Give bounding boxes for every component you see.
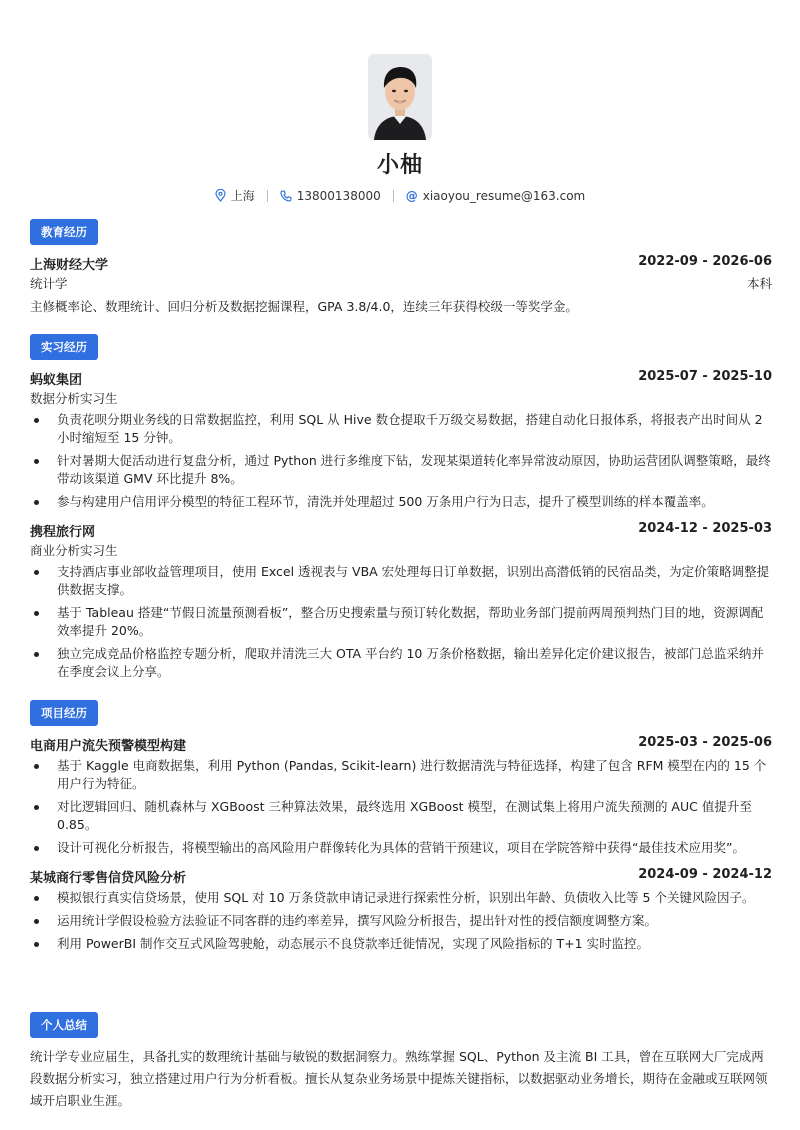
section-title-education: 教育经历 [30,219,98,245]
project-dates: 2025-03 - 2025-06 [638,735,772,750]
project-entry [30,735,772,857]
education-description: 主修概率论、数理统计、回归分析及数据挖掘课程，GPA 3.8/4.0，连续三年获得校级一等奖学金。 [30,299,578,314]
project-name: 某城商行零售信贷风险分析 [30,871,187,886]
education-subheader [30,274,772,292]
phone-text: 13800138000 [296,188,381,203]
profile-photo [368,54,432,140]
internship-dates: 2024-12 - 2025-03 [638,521,772,536]
education-dates: 2022-09 - 2026-06 [638,254,772,269]
candidate-name: 小柚 [376,153,423,178]
internship-header [30,369,772,388]
project-entry [30,867,772,953]
project-name: 电商用户流失预警模型构建 [30,739,187,754]
contact-info [0,187,800,204]
internship-section [30,334,772,691]
internship-bullets [30,411,772,511]
phone-item [268,189,393,203]
project-bullets [30,889,772,953]
list-item: 针对暑期大促活动进行复盘分析，通过 Python 进行多维度下钻，发现某渠道转化率异常波动原因，协助运营团队调整策略，最终带动该渠道 GMV 环比提升 8%。 [30,452,772,488]
education-section [30,219,772,318]
email-text[interactable]: xiaoyou_resume@163.com [422,188,586,203]
list-item: 参与构建用户信用评分模型的特征工程环节，清洗并处理超过 500 万条用户行为日志，提升了模型训练的样本覆盖率。 [30,493,772,511]
profile-header [0,54,800,204]
phone-icon [280,190,292,202]
location-pin-icon [215,189,226,202]
internship-role: 数据分析实习生 [30,391,118,406]
section-title-summary: 个人总结 [30,1012,98,1038]
list-item: 设计可视化分析报告，将模型输出的高风险用户群像转化为具体的营销干预建议，项目在学院答辩中获得“最佳技术应用奖”。 [30,839,772,857]
list-item: 对比逻辑回归、随机森林与 XGBoost 三种算法效果，最终选用 XGBoost 模型，在测试集上将用户流失预测的 AUC 值提升至 0.85。 [30,798,772,834]
company-name: 携程旅行网 [30,525,96,540]
list-item: 模拟银行真实信贷场景，使用 SQL 对 10 万条贷款申请记录进行探索性分析，识别出年龄、负债收入比等 5 个关键风险因子。 [30,889,772,907]
internship-entry [30,521,772,681]
list-item: 支持酒店事业部收益管理项目，使用 Excel 透视表与 VBA 宏处理每日订单数据，识别出高潜低销的民宿品类，为定价策略调整提供数据支撑。 [30,563,772,599]
company-name: 蚂蚁集团 [30,373,83,388]
school-name: 上海财经大学 [30,258,109,273]
internship-role-row [30,541,772,559]
list-item: 负责花呗分期业务线的日常数据监控，利用 SQL 从 Hive 数仓提取千万级交易数据，搭建自动化日报体系，将报表产出时间从 2 小时缩短至 15 分钟。 [30,411,772,447]
location-text: 上海 [230,189,255,203]
internship-entry [30,369,772,511]
internship-role-row [30,389,772,407]
list-item: 独立完成竞品价格监控专题分析，爬取并清洗三大 OTA 平台约 10 万条价格数据，输出差异化定价建议报告，被部门总监采纳并在季度会议上分享。 [30,645,772,681]
section-title-project: 项目经历 [30,700,98,726]
project-bullets [30,757,772,857]
education-header [30,254,772,273]
email-item[interactable] [394,189,598,203]
degree: 本科 [746,276,772,291]
summary-section [30,1012,772,1112]
list-item: 利用 PowerBI 制作交互式风险驾驶舱，动态展示不良贷款率迁徙情况，实现了风险指标的 T+1 实时监控。 [30,935,772,953]
internship-dates: 2025-07 - 2025-10 [638,369,772,384]
internship-role: 商业分析实习生 [30,543,118,558]
project-dates: 2024-09 - 2024-12 [638,867,772,882]
summary-text: 统计学专业应届生，具备扎实的数理统计基础与敏锐的数据洞察力。熟练掌握 SQL、Python 及主流 BI 工具，曾在互联网大厂完成两段数据分析实习，独立搭建过用户行为分析看板。擅长从复杂业务场景中提炼关键指标，以数据驱动业务增长，期待在金融或互联网领域开启职业生涯。 [30,1049,768,1108]
email-at-icon: @ [405,188,418,203]
list-item: 基于 Kaggle 电商数据集，利用 Python (Pandas, Scikit-learn) 进行数据清洗与特征选择，构建了包含 RFM 模型在内的 15 个用户行为特征。 [30,757,772,793]
location-item [203,187,267,204]
section-title-internship: 实习经历 [30,334,98,360]
project-section [30,700,772,963]
major: 统计学 [30,276,68,291]
project-header [30,867,772,886]
internship-header [30,521,772,540]
internship-bullets [30,563,772,681]
project-header [30,735,772,754]
list-item: 运用统计学假设检验方法验证不同客群的违约率差异，撰写风险分析报告，提出针对性的授信额度调整方案。 [30,912,772,930]
list-item: 基于 Tableau 搭建“节假日流量预测看板”，整合历史搜索量与预订转化数据，帮助业务部门提前两周预判热门目的地，资源调配效率提升 20%。 [30,604,772,640]
